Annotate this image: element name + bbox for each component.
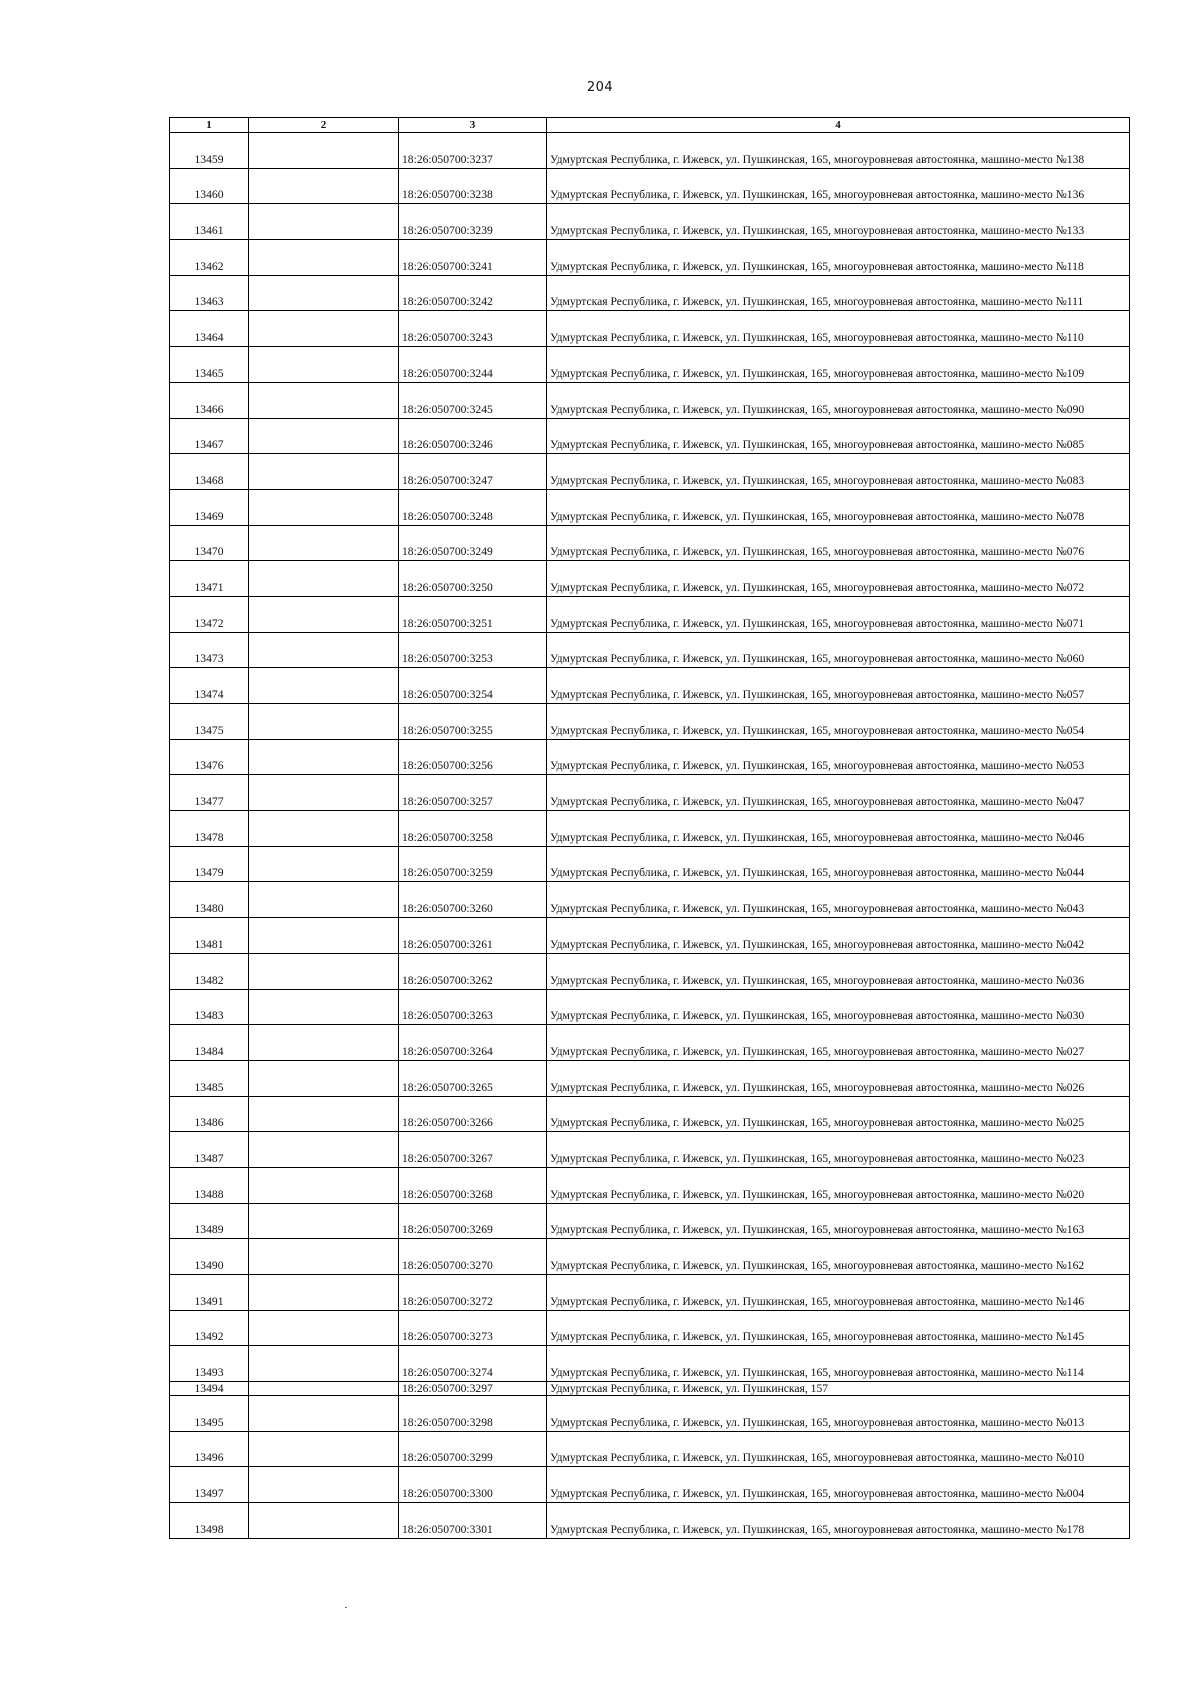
row-number-cell: 13488 <box>170 1167 249 1203</box>
address-cell: Удмуртская Республика, г. Ижевск, ул. Пушкинская, 165, многоуровневая автостоянка, машино-место №042 <box>547 918 1130 954</box>
address-cell: Удмуртская Республика, г. Ижевск, ул. Пушкинская, 165, многоуровневая автостоянка, машино-место №109 <box>547 347 1130 383</box>
table-row <box>170 275 1130 311</box>
row-number-cell: 13489 <box>170 1203 249 1239</box>
column-2-cell <box>249 168 399 204</box>
address-cell: Удмуртская Республика, г. Ижевск, ул. Пушкинская, 165, многоуровневая автостоянка, машино-место №111 <box>547 275 1130 311</box>
address-cell: Удмуртская Республика, г. Ижевск, ул. Пушкинская, 165, многоуровневая автостоянка, машино-место №072 <box>547 561 1130 597</box>
cadastral-number-cell: 18:26:050700:3299 <box>399 1431 547 1467</box>
cadastral-number-cell: 18:26:050700:3269 <box>399 1203 547 1239</box>
address-cell: Удмуртская Республика, г. Ижевск, ул. Пушкинская, 165, многоуровневая автостоянка, машино-место №027 <box>547 1025 1130 1061</box>
cadastral-number-cell: 18:26:050700:3246 <box>399 418 547 454</box>
scan-speck <box>345 1607 347 1608</box>
row-number-cell: 13471 <box>170 561 249 597</box>
address-cell: Удмуртская Республика, г. Ижевск, ул. Пушкинская, 165, многоуровневая автостоянка, машино-место №054 <box>547 704 1130 740</box>
row-number-cell: 13493 <box>170 1346 249 1382</box>
table-row <box>170 382 1130 418</box>
cadastral-number-cell: 18:26:050700:3254 <box>399 668 547 704</box>
address-cell: Удмуртская Республика, г. Ижевск, ул. Пушкинская, 165, многоуровневая автостоянка, машино-место №036 <box>547 953 1130 989</box>
column-2-cell <box>249 133 399 169</box>
row-number-cell: 13474 <box>170 668 249 704</box>
address-cell: Удмуртская Республика, г. Ижевск, ул. Пушкинская, 165, многоуровневая автостоянка, машино-место №178 <box>547 1503 1130 1539</box>
address-cell: Удмуртская Республика, г. Ижевск, ул. Пушкинская, 165, многоуровневая автостоянка, машино-место №133 <box>547 204 1130 240</box>
cadastral-number-cell: 18:26:050700:3267 <box>399 1132 547 1168</box>
address-cell: Удмуртская Республика, г. Ижевск, ул. Пушкинская, 165, многоуровневая автостоянка, машино-место №046 <box>547 811 1130 847</box>
row-number-cell: 13481 <box>170 918 249 954</box>
table-row <box>170 168 1130 204</box>
cadastral-number-cell: 18:26:050700:3239 <box>399 204 547 240</box>
cadastral-number-cell: 18:26:050700:3250 <box>399 561 547 597</box>
cadastral-number-cell: 18:26:050700:3265 <box>399 1060 547 1096</box>
column-2-cell <box>249 418 399 454</box>
cadastral-number-cell: 18:26:050700:3259 <box>399 846 547 882</box>
address-cell: Удмуртская Республика, г. Ижевск, ул. Пушкинская, 165, многоуровневая автостоянка, машино-место №043 <box>547 882 1130 918</box>
address-cell: Удмуртская Республика, г. Ижевск, ул. Пушкинская, 165, многоуровневая автостоянка, машино-место №085 <box>547 418 1130 454</box>
table-row <box>170 1096 1130 1132</box>
cadastral-number-cell: 18:26:050700:3264 <box>399 1025 547 1061</box>
table-row <box>170 668 1130 704</box>
row-number-cell: 13467 <box>170 418 249 454</box>
address-cell: Удмуртская Республика, г. Ижевск, ул. Пушкинская, 165, многоуровневая автостоянка, машино-место №138 <box>547 133 1130 169</box>
address-cell: Удмуртская Республика, г. Ижевск, ул. Пушкинская, 165, многоуровневая автостоянка, машино-место №060 <box>547 632 1130 668</box>
table-row <box>170 775 1130 811</box>
cadastral-number-cell: 18:26:050700:3258 <box>399 811 547 847</box>
column-2-cell <box>249 1132 399 1168</box>
table-row <box>170 240 1130 276</box>
address-cell: Удмуртская Республика, г. Ижевск, ул. Пушкинская, 165, многоуровневая автостоянка, машино-место №163 <box>547 1203 1130 1239</box>
column-2-cell <box>249 811 399 847</box>
cadastral-number-cell: 18:26:050700:3248 <box>399 489 547 525</box>
table-row <box>170 311 1130 347</box>
column-2-cell <box>249 347 399 383</box>
column-2-cell <box>249 1382 399 1396</box>
row-number-cell: 13464 <box>170 311 249 347</box>
row-number-cell: 13472 <box>170 596 249 632</box>
column-2-cell <box>249 846 399 882</box>
cadastral-number-cell: 18:26:050700:3244 <box>399 347 547 383</box>
table-row <box>170 525 1130 561</box>
row-number-cell: 13473 <box>170 632 249 668</box>
table-row <box>170 1346 1130 1382</box>
column-header-1: 1 <box>170 118 249 133</box>
row-number-cell: 13459 <box>170 133 249 169</box>
cadastral-number-cell: 18:26:050700:3242 <box>399 275 547 311</box>
address-cell: Удмуртская Республика, г. Ижевск, ул. Пушкинская, 165, многоуровневая автостоянка, машино-место №071 <box>547 596 1130 632</box>
table-row <box>170 561 1130 597</box>
row-number-cell: 13492 <box>170 1310 249 1346</box>
cadastral-number-cell: 18:26:050700:3270 <box>399 1239 547 1275</box>
address-cell: Удмуртская Республика, г. Ижевск, ул. Пушкинская, 165, многоуровневая автостоянка, машино-место №083 <box>547 454 1130 490</box>
cadastral-number-cell: 18:26:050700:3260 <box>399 882 547 918</box>
address-cell: Удмуртская Республика, г. Ижевск, ул. Пушкинская, 165, многоуровневая автостоянка, машино-место №020 <box>547 1167 1130 1203</box>
column-2-cell <box>249 918 399 954</box>
table-row <box>170 1025 1130 1061</box>
address-cell: Удмуртская Республика, г. Ижевск, ул. Пушкинская, 165, многоуровневая автостоянка, машино-место №010 <box>547 1431 1130 1467</box>
table-row <box>170 1275 1130 1311</box>
registry-table <box>169 117 1130 1539</box>
cadastral-number-cell: 18:26:050700:3301 <box>399 1503 547 1539</box>
cadastral-number-cell: 18:26:050700:3238 <box>399 168 547 204</box>
cadastral-number-cell: 18:26:050700:3263 <box>399 989 547 1025</box>
cadastral-number-cell: 18:26:050700:3272 <box>399 1275 547 1311</box>
cadastral-number-cell: 18:26:050700:3253 <box>399 632 547 668</box>
cadastral-number-cell: 18:26:050700:3256 <box>399 739 547 775</box>
cadastral-number-cell: 18:26:050700:3266 <box>399 1096 547 1132</box>
address-cell: Удмуртская Республика, г. Ижевск, ул. Пушкинская, 165, многоуровневая автостоянка, машино-место №047 <box>547 775 1130 811</box>
row-number-cell: 13466 <box>170 382 249 418</box>
cadastral-number-cell: 18:26:050700:3261 <box>399 918 547 954</box>
row-number-cell: 13486 <box>170 1096 249 1132</box>
column-2-cell <box>249 1203 399 1239</box>
column-header-3: 3 <box>399 118 547 133</box>
table-row <box>170 1431 1130 1467</box>
row-number-cell: 13498 <box>170 1503 249 1539</box>
table-row <box>170 1396 1130 1432</box>
table-row <box>170 739 1130 775</box>
table-row <box>170 454 1130 490</box>
row-number-cell: 13463 <box>170 275 249 311</box>
address-cell: Удмуртская Республика, г. Ижевск, ул. Пушкинская, 165, многоуровневая автостоянка, машино-место №013 <box>547 1396 1130 1432</box>
address-cell: Удмуртская Республика, г. Ижевск, ул. Пушкинская, 165, многоуровневая автостоянка, машино-место №118 <box>547 240 1130 276</box>
row-number-cell: 13485 <box>170 1060 249 1096</box>
table-row <box>170 846 1130 882</box>
address-cell: Удмуртская Республика, г. Ижевск, ул. Пушкинская, 165, многоуровневая автостоянка, машино-место №026 <box>547 1060 1130 1096</box>
row-number-cell: 13462 <box>170 240 249 276</box>
address-cell: Удмуртская Республика, г. Ижевск, ул. Пушкинская, 165, многоуровневая автостоянка, машино-место №053 <box>547 739 1130 775</box>
table-row <box>170 596 1130 632</box>
column-2-cell <box>249 382 399 418</box>
address-cell: Удмуртская Республика, г. Ижевск, ул. Пушкинская, 165, многоуровневая автостоянка, машино-место №023 <box>547 1132 1130 1168</box>
row-number-cell: 13491 <box>170 1275 249 1311</box>
column-2-cell <box>249 1396 399 1432</box>
column-2-cell <box>249 704 399 740</box>
row-number-cell: 13477 <box>170 775 249 811</box>
row-number-cell: 13461 <box>170 204 249 240</box>
column-2-cell <box>249 1346 399 1382</box>
cadastral-number-cell: 18:26:050700:3241 <box>399 240 547 276</box>
table-row <box>170 204 1130 240</box>
cadastral-number-cell: 18:26:050700:3262 <box>399 953 547 989</box>
column-2-cell <box>249 1096 399 1132</box>
row-number-cell: 13468 <box>170 454 249 490</box>
column-2-cell <box>249 1025 399 1061</box>
cadastral-number-cell: 18:26:050700:3297 <box>399 1382 547 1396</box>
column-2-cell <box>249 739 399 775</box>
table-row <box>170 1503 1130 1539</box>
cadastral-number-cell: 18:26:050700:3298 <box>399 1396 547 1432</box>
table-row <box>170 1239 1130 1275</box>
table-row <box>170 1167 1130 1203</box>
row-number-cell: 13469 <box>170 489 249 525</box>
table-header <box>170 118 1130 133</box>
address-cell: Удмуртская Республика, г. Ижевск, ул. Пушкинская, 165, многоуровневая автостоянка, машино-место №030 <box>547 989 1130 1025</box>
column-2-cell <box>249 454 399 490</box>
column-2-cell <box>249 561 399 597</box>
table-row <box>170 418 1130 454</box>
address-cell: Удмуртская Республика, г. Ижевск, ул. Пушкинская, 165, многоуровневая автостоянка, машино-место №004 <box>547 1467 1130 1503</box>
column-2-cell <box>249 882 399 918</box>
column-header-4: 4 <box>547 118 1130 133</box>
table-row <box>170 953 1130 989</box>
column-2-cell <box>249 1060 399 1096</box>
cadastral-number-cell: 18:26:050700:3273 <box>399 1310 547 1346</box>
column-2-cell <box>249 1239 399 1275</box>
table-row <box>170 632 1130 668</box>
cadastral-number-cell: 18:26:050700:3249 <box>399 525 547 561</box>
row-number-cell: 13497 <box>170 1467 249 1503</box>
column-2-cell <box>249 275 399 311</box>
column-2-cell <box>249 525 399 561</box>
row-number-cell: 13487 <box>170 1132 249 1168</box>
table-row <box>170 918 1130 954</box>
cadastral-number-cell: 18:26:050700:3247 <box>399 454 547 490</box>
table-row <box>170 1310 1130 1346</box>
column-2-cell <box>249 1467 399 1503</box>
cadastral-number-cell: 18:26:050700:3251 <box>399 596 547 632</box>
address-cell: Удмуртская Республика, г. Ижевск, ул. Пушкинская, 165, многоуровневая автостоянка, машино-место №146 <box>547 1275 1130 1311</box>
column-2-cell <box>249 489 399 525</box>
address-cell: Удмуртская Республика, г. Ижевск, ул. Пушкинская, 165, многоуровневая автостоянка, машино-место №090 <box>547 382 1130 418</box>
table-row <box>170 133 1130 169</box>
table-row <box>170 489 1130 525</box>
row-number-cell: 13476 <box>170 739 249 775</box>
cadastral-number-cell: 18:26:050700:3243 <box>399 311 547 347</box>
table-row <box>170 882 1130 918</box>
address-cell: Удмуртская Республика, г. Ижевск, ул. Пушкинская, 157 <box>547 1382 1130 1396</box>
column-2-cell <box>249 1503 399 1539</box>
address-cell: Удмуртская Республика, г. Ижевск, ул. Пушкинская, 165, многоуровневая автостоянка, машино-место №044 <box>547 846 1130 882</box>
table-row <box>170 1060 1130 1096</box>
page-number: 204 <box>586 80 614 95</box>
table-row <box>170 811 1130 847</box>
column-2-cell <box>249 204 399 240</box>
column-2-cell <box>249 668 399 704</box>
table-row <box>170 347 1130 383</box>
column-header-2: 2 <box>249 118 399 133</box>
row-number-cell: 13475 <box>170 704 249 740</box>
address-cell: Удмуртская Республика, г. Ижевск, ул. Пушкинская, 165, многоуровневая автостоянка, машино-место №145 <box>547 1310 1130 1346</box>
cadastral-number-cell: 18:26:050700:3245 <box>399 382 547 418</box>
cadastral-number-cell: 18:26:050700:3255 <box>399 704 547 740</box>
table-row <box>170 989 1130 1025</box>
row-number-cell: 13482 <box>170 953 249 989</box>
row-number-cell: 13465 <box>170 347 249 383</box>
column-2-cell <box>249 1310 399 1346</box>
address-cell: Удмуртская Республика, г. Ижевск, ул. Пушкинская, 165, многоуровневая автостоянка, машино-место №057 <box>547 668 1130 704</box>
row-number-cell: 13484 <box>170 1025 249 1061</box>
row-number-cell: 13470 <box>170 525 249 561</box>
cadastral-number-cell: 18:26:050700:3268 <box>399 1167 547 1203</box>
row-number-cell: 13480 <box>170 882 249 918</box>
address-cell: Удмуртская Республика, г. Ижевск, ул. Пушкинская, 165, многоуровневая автостоянка, машино-место №136 <box>547 168 1130 204</box>
column-2-cell <box>249 1431 399 1467</box>
column-2-cell <box>249 596 399 632</box>
table-row <box>170 1382 1130 1396</box>
address-cell: Удмуртская Республика, г. Ижевск, ул. Пушкинская, 165, многоуровневая автостоянка, машино-место №114 <box>547 1346 1130 1382</box>
column-2-cell <box>249 1167 399 1203</box>
column-2-cell <box>249 632 399 668</box>
address-cell: Удмуртская Республика, г. Ижевск, ул. Пушкинская, 165, многоуровневая автостоянка, машино-место №025 <box>547 1096 1130 1132</box>
header-row <box>170 118 1130 133</box>
column-2-cell <box>249 311 399 347</box>
row-number-cell: 13490 <box>170 1239 249 1275</box>
column-2-cell <box>249 775 399 811</box>
cadastral-number-cell: 18:26:050700:3237 <box>399 133 547 169</box>
row-number-cell: 13479 <box>170 846 249 882</box>
row-number-cell: 13496 <box>170 1431 249 1467</box>
address-cell: Удмуртская Республика, г. Ижевск, ул. Пушкинская, 165, многоуровневая автостоянка, машино-место №162 <box>547 1239 1130 1275</box>
cadastral-number-cell: 18:26:050700:3257 <box>399 775 547 811</box>
table-row <box>170 704 1130 740</box>
address-cell: Удмуртская Республика, г. Ижевск, ул. Пушкинская, 165, многоуровневая автостоянка, машино-место №110 <box>547 311 1130 347</box>
address-cell: Удмуртская Республика, г. Ижевск, ул. Пушкинская, 165, многоуровневая автостоянка, машино-место №078 <box>547 489 1130 525</box>
table-row <box>170 1132 1130 1168</box>
column-2-cell <box>249 989 399 1025</box>
row-number-cell: 13483 <box>170 989 249 1025</box>
cadastral-number-cell: 18:26:050700:3274 <box>399 1346 547 1382</box>
table-row <box>170 1467 1130 1503</box>
table-row <box>170 1203 1130 1239</box>
column-2-cell <box>249 240 399 276</box>
address-cell: Удмуртская Республика, г. Ижевск, ул. Пушкинская, 165, многоуровневая автостоянка, машино-место №076 <box>547 525 1130 561</box>
row-number-cell: 13494 <box>170 1382 249 1396</box>
cadastral-number-cell: 18:26:050700:3300 <box>399 1467 547 1503</box>
table-body <box>170 133 1130 1539</box>
row-number-cell: 13495 <box>170 1396 249 1432</box>
column-2-cell <box>249 1275 399 1311</box>
row-number-cell: 13478 <box>170 811 249 847</box>
column-2-cell <box>249 953 399 989</box>
row-number-cell: 13460 <box>170 168 249 204</box>
